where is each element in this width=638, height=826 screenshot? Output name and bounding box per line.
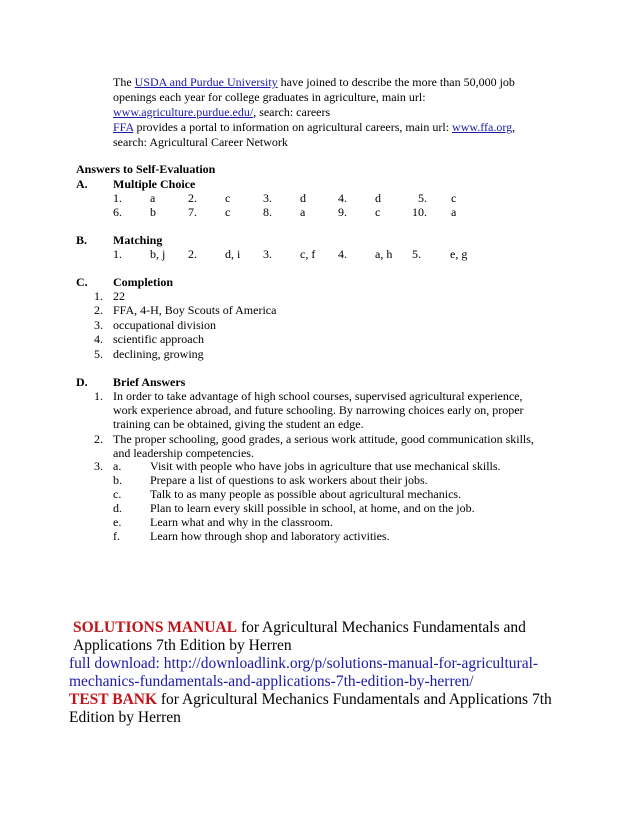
match-num: 3. <box>263 247 272 261</box>
sub-letter: e. <box>113 515 122 529</box>
mc-answer: c <box>225 191 231 205</box>
usda-purdue-link[interactable]: USDA and Purdue University <box>134 75 278 89</box>
answers-title: Answers to Self-Evaluation <box>76 162 216 176</box>
brief-answer-line: training can be obtained, giving the student an edge. <box>113 417 364 431</box>
mc-num: 5. <box>418 191 427 205</box>
section-d-letter: D. <box>76 375 88 389</box>
mc-answer: b <box>150 205 156 219</box>
brief-num: 2. <box>94 432 103 446</box>
match-answer: d, i <box>225 247 241 261</box>
completion-answer: occupational division <box>113 318 216 332</box>
solutions-manual-line-2: Applications 7th Edition by Herren <box>73 637 292 654</box>
completion-answer: FFA, 4-H, Boy Scouts of America <box>113 303 277 317</box>
sub-letter: d. <box>113 501 122 515</box>
section-c-letter: C. <box>76 275 88 289</box>
brief-answer-line: work experience abroad, and future schooling. By narrowing choices early on, proper <box>113 403 524 417</box>
mc-num: 9. <box>338 205 347 219</box>
sub-text: Visit with people who have jobs in agriculture that use mechanical skills. <box>150 459 501 473</box>
test-bank-line <box>69 691 552 709</box>
mc-answer: d <box>375 191 381 205</box>
mc-num: 10. <box>412 205 427 219</box>
sub-text: Prepare a list of questions to ask workers about their jobs. <box>150 473 428 487</box>
completion-num: 3. <box>94 318 103 332</box>
intro-text: , search: careers <box>253 105 331 119</box>
completion-num: 5. <box>94 347 103 361</box>
match-num: 1. <box>113 247 122 261</box>
completion-answer: scientific approach <box>113 332 204 346</box>
mc-answer: c <box>375 205 381 219</box>
intro-text: , <box>512 120 516 134</box>
mc-num: 3. <box>263 191 272 205</box>
section-a-title: Multiple Choice <box>113 177 196 191</box>
mc-answer: c <box>451 191 457 205</box>
match-answer: a, h <box>375 247 393 261</box>
match-num: 4. <box>338 247 347 261</box>
match-num: 2. <box>188 247 197 261</box>
match-answer: c, f <box>300 247 316 261</box>
section-d-title: Brief Answers <box>113 375 186 389</box>
section-c-title: Completion <box>113 275 173 289</box>
intro-text: The <box>113 75 135 89</box>
mc-answer: a <box>451 205 457 219</box>
intro-line-1 <box>113 75 515 90</box>
download-link-line-1[interactable]: full download: http://downloadlink.org/p/solutions-manual-for-agricultural- <box>69 655 539 672</box>
match-answer: b, j <box>150 247 166 261</box>
solutions-manual-text: for Agricultural Mechanics Fundamentals and <box>237 619 526 636</box>
sub-letter: a. <box>113 459 122 473</box>
test-bank-line-2: Edition by Herren <box>69 709 181 726</box>
solutions-manual-line <box>73 619 526 637</box>
mc-answer: d <box>300 191 306 205</box>
brief-answer-line: In order to take advantage of high school courses, supervised agricultural experience, <box>113 389 523 403</box>
sub-letter: f. <box>113 529 120 543</box>
brief-answer-line: and leadership competencies. <box>113 446 254 460</box>
completion-answer: declining, growing <box>113 347 204 361</box>
completion-num: 2. <box>94 303 103 317</box>
section-b-letter: B. <box>76 233 88 247</box>
mc-num: 7. <box>188 205 197 219</box>
intro-line-2: openings each year for college graduates in agriculture, main url: <box>113 90 426 104</box>
intro-line-4 <box>113 120 515 135</box>
mc-num: 6. <box>113 205 122 219</box>
match-answer: e, g <box>450 247 468 261</box>
sub-letter: b. <box>113 473 122 487</box>
brief-num: 1. <box>94 389 103 403</box>
ffa-url-link[interactable]: www.ffa.org <box>452 120 513 134</box>
mc-answer: a <box>300 205 306 219</box>
brief-answer-line: The proper schooling, good grades, a serious work attitude, good communication skills, <box>113 432 534 446</box>
sub-text: Talk to as many people as possible about agricultural mechanics. <box>150 487 462 501</box>
intro-text: have joined to describe the more than 50,000 job <box>277 75 515 89</box>
download-link-line-2[interactable]: mechanics-fundamentals-and-applications-7th-edition-by-herren/ <box>69 673 474 690</box>
mc-num: 1. <box>113 191 122 205</box>
sub-letter: c. <box>113 487 122 501</box>
completion-answer: 22 <box>113 289 125 303</box>
match-num: 5. <box>412 247 421 261</box>
intro-line-3 <box>113 105 330 120</box>
mc-num: 2. <box>188 191 197 205</box>
mc-num: 8. <box>263 205 272 219</box>
solutions-manual-label: SOLUTIONS MANUAL <box>73 619 238 636</box>
test-bank-label: TEST BANK <box>69 691 158 708</box>
section-b-title: Matching <box>113 233 163 247</box>
completion-num: 1. <box>94 289 103 303</box>
mc-answer: a <box>150 191 156 205</box>
ffa-link[interactable]: FFA <box>113 120 134 134</box>
intro-text: provides a portal to information on agricultural careers, main url: <box>133 120 453 134</box>
mc-num: 4. <box>338 191 347 205</box>
intro-line-5: search: Agricultural Career Network <box>113 135 288 149</box>
sub-text: Plan to learn every skill possible in school, at home, and on the job. <box>150 501 475 515</box>
mc-answer: c <box>225 205 231 219</box>
section-a-letter: A. <box>76 177 88 191</box>
completion-num: 4. <box>94 332 103 346</box>
sub-text: Learn how through shop and laboratory activities. <box>150 529 390 543</box>
test-bank-text: for Agricultural Mechanics Fundamentals and Applications 7th <box>157 691 552 708</box>
brief-num: 3. <box>94 459 103 473</box>
purdue-url-link[interactable]: www.agriculture.purdue.edu/ <box>113 105 254 119</box>
sub-text: Learn what and why in the classroom. <box>150 515 333 529</box>
